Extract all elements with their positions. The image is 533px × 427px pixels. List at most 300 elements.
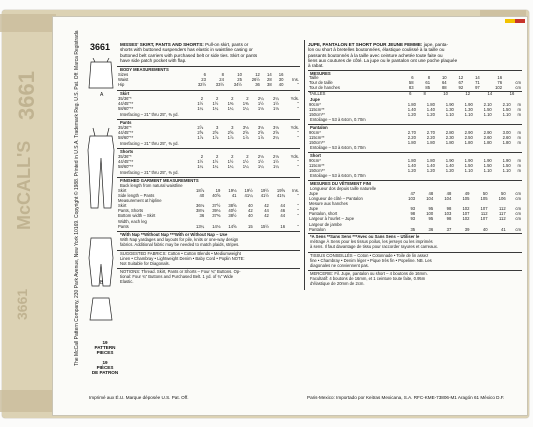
cell-value: 2⅝ (257, 130, 264, 136)
cell-value: 1.40 (426, 163, 435, 169)
cell-value: 106 (498, 196, 506, 202)
cell-value: 1.40 (426, 107, 435, 113)
sens-note: *A Sens **Sans Sens ***Avec ou Sans Sens – Utiliser le métrage À Sens pour les tissus poilus, les jerseys ou les imprimés à sens. Il faut davantage de tissu pour raccorder rayures et carreaux. (310, 234, 439, 250)
cell-value: 41 (500, 226, 506, 232)
pantalon-metrage-table (308, 130, 522, 145)
row-label: 44/45"** (118, 159, 134, 165)
cell-value: 3.00 (502, 130, 511, 135)
skirt-interfacing: Interfacing – 21" thru 25", ⅜ yd. (120, 112, 179, 117)
cell-value: 12 (458, 75, 464, 80)
row-label: Jupe (309, 206, 319, 212)
tailles-row (308, 91, 522, 96)
printed-notice: Imprimé aux É.U. Marque déposée U.S. Pat. Off. (89, 395, 189, 400)
rule (117, 119, 300, 120)
cell-value: 8 (221, 72, 224, 77)
row-label: 90cm* (309, 102, 321, 107)
cell-value: 16 (280, 223, 286, 229)
cell-value: " (297, 101, 299, 107)
cell-value: 3 (215, 125, 219, 130)
shorts-heading: Shorts (120, 149, 134, 154)
pattern-number: 3661 (90, 42, 111, 52)
cell-value: 93 (410, 216, 416, 222)
cell-value: 1.80 (445, 140, 454, 146)
short-heading: Short (310, 153, 321, 158)
cell-value: 46 (280, 208, 286, 214)
cell-value: 1¼ (227, 106, 234, 112)
cell-value: 2.10 (502, 102, 511, 107)
cell-value: 41¾ (276, 193, 286, 199)
cell-value: m (517, 107, 521, 113)
cell-value: 1¼ (257, 164, 264, 170)
cell-value: 102 (462, 216, 470, 222)
cell-value: 6 (409, 91, 412, 96)
cell-value: cm (515, 80, 521, 86)
cell-value: 1.80 (407, 140, 416, 146)
cell-value: 61 (425, 80, 431, 86)
cell-value: 2⅝ (227, 130, 234, 136)
cell-value: 58 (408, 80, 414, 86)
cell-value: 1.80 (464, 140, 473, 146)
cell-value: 105 (462, 196, 470, 202)
fini-heading: MESURES DU VÊTEMENT FINI (310, 181, 371, 186)
cell-value: Yds. (290, 125, 299, 130)
row-label: Pantalon, short (309, 211, 338, 217)
cell-value: 2.50 (464, 135, 473, 141)
cell-value: 13¼ (196, 223, 205, 229)
cell-value: 14⅝ (228, 223, 237, 229)
cell-value: 1.10 (502, 168, 511, 174)
cell-value: 24 (219, 77, 224, 83)
cell-value: m (517, 112, 521, 118)
cell-value: 41 (231, 193, 237, 199)
cell-value: 1.30 (445, 107, 454, 113)
cell-value: 104 (444, 196, 452, 202)
cell-value: 36 (199, 213, 205, 219)
cell-value: 8 (423, 91, 426, 96)
cell-value: cm (515, 211, 521, 217)
cell-value: 1.50 (502, 107, 511, 113)
cell-value: 19½ (244, 188, 253, 193)
row-label: Measurement at hipline (118, 198, 162, 204)
cell-value: 37 (446, 226, 452, 232)
cell-value: 40 (278, 82, 284, 88)
cell-value: 2.90 (464, 130, 473, 135)
cell-value: 105 (480, 196, 488, 202)
cell-value: 64 (441, 80, 447, 86)
row-label: Skirt (118, 203, 127, 209)
cell-value: 2.20 (407, 135, 416, 141)
cell-value: 1.80 (426, 102, 435, 107)
cell-value: 16 (509, 91, 515, 96)
back-length-label: Back length from natural waistline (120, 183, 183, 188)
cell-value: 18⅞ (196, 188, 205, 193)
cell-value: 2⅛ (257, 154, 264, 159)
cell-value: 15½ (260, 223, 269, 229)
cell-value: 48 (446, 191, 452, 196)
cell-value: Ins. (292, 77, 299, 83)
nap-note: *With Nap **Without Nap ***With or Without Nap – Use With Nap yardages and layouts for pile, knits or one-way design fabrics. Additional fabric may be needed to match plaids, stripes. (120, 232, 240, 248)
cell-value: 1.20 (426, 112, 435, 118)
rule (117, 90, 300, 91)
cell-value: " (297, 213, 299, 219)
pattern-pieces-en: 19 PATTERN PIECES (94, 340, 116, 355)
cell-value: 1.50 (483, 163, 492, 169)
row-label: 150cm** (309, 112, 325, 118)
suggested-fabrics: SUGGESTED FABRICS: Cotton • Cotton Blends • Mediumweight Linen • Chambray • Lightweight Denim • Baby Cord • Poplin NOTE: Not Suitable for Diagonals. (120, 251, 245, 267)
cell-value: 44 (264, 208, 269, 214)
cell-value: m (517, 102, 521, 107)
row-label: Hip (118, 82, 125, 88)
cell-value: 40 (482, 226, 488, 232)
right-header: JUPE, PANTALON ET SHORT POUR JEUNE FEMME: jupe, panta- lon ou short à bretelles boutonnées, élastique coulissé à la taille ou passants boutonnés à la taille avec ceinture achetée toute faite ou liens aux coutures de côté. La jupe ou le pantalon ont une poche plaquée à rabat. (308, 42, 458, 69)
cell-value: 1.80 (483, 140, 492, 146)
row-label: 58/60"** (118, 135, 134, 141)
cell-value: 40½ (228, 208, 237, 214)
cell-value: 1.50 (502, 163, 511, 169)
cell-value: 2⅛ (273, 154, 279, 159)
cell-value: 19½ (260, 188, 269, 193)
cell-value: 34½ (233, 82, 242, 88)
cell-value: 1.20 (407, 168, 416, 174)
cell-value: 2.60 (502, 135, 511, 141)
cell-value: 1½ (242, 159, 249, 165)
cell-value: 36 (255, 82, 260, 88)
cell-value: 2⅝ (242, 130, 249, 136)
cell-value: 104 (426, 196, 434, 202)
pattern-pieces-fr: 19 PIÈCES DE PATRON (91, 360, 119, 375)
cell-value: m (517, 168, 521, 174)
cell-value: 1⅜ (242, 101, 249, 107)
cell-value: 6 (203, 72, 206, 77)
cell-value: 1⅛ (273, 106, 279, 112)
cell-value: 2 (246, 154, 249, 159)
cell-value: 30 (278, 77, 284, 83)
mesures-heading: MESURES (310, 71, 331, 76)
table-row (117, 164, 300, 169)
cell-value: 1⅞ (212, 135, 219, 141)
cell-value: 42 (264, 213, 269, 219)
tissus-conseilles: TISSUS CONSEILLÉS – Coton • Cotonnade • Toile de lin assez fine • Chambray • Denim léger • Pique très fin • Popeline. NB. Les diagonales ne conviennent pas. (310, 253, 432, 269)
cell-value: 2.70 (407, 130, 416, 135)
cell-value: 2 (215, 96, 219, 101)
pantalon-heading: Pantalon (310, 125, 328, 130)
table-row (308, 227, 522, 232)
short-entoilage: Entoilage – 53 à 64cm, 0.70m (310, 173, 366, 178)
row-label: Width, each leg (118, 218, 147, 224)
cell-value: 98 (410, 211, 416, 217)
cell-value: 1.40 (445, 163, 454, 169)
cell-value: 50 (500, 191, 506, 196)
cell-value: 67 (458, 80, 464, 86)
cell-value: 50 (482, 191, 488, 196)
cell-value: 1¼ (227, 164, 234, 170)
cell-value: 1.90 (445, 102, 454, 107)
cell-value: 10 (237, 72, 242, 77)
cell-value: 49 (464, 191, 470, 196)
row-label: Largeur de jambe (309, 221, 342, 227)
cell-value: 3⅛ (273, 125, 279, 130)
cell-value: 10 (443, 91, 448, 96)
cell-value: 1.10 (445, 112, 454, 118)
cell-value: 95 (428, 216, 434, 222)
cell-value: 38 (267, 82, 272, 88)
left-header: MISSES' SKIRT, PANTS AND SHORTS: Pull-on skirt, pants or shorts with buttoned suspenders has elastic in waistline casing or buttoned belt carriers with purchased belt or side ties. Skirt or pants have side patch pocket with flap. (120, 42, 258, 63)
cell-value: 1.90 (483, 158, 492, 163)
cell-value: Ins. (292, 188, 299, 193)
cell-value: 93 (410, 206, 416, 212)
cell-value: 1½ (273, 101, 279, 107)
cell-value: 92 (458, 85, 464, 91)
cell-value: 1½ (212, 159, 219, 165)
row-label: 150cm** (309, 168, 325, 174)
cell-value: 1⅞ (227, 135, 234, 141)
shorts-yardage-table (117, 154, 300, 169)
cell-value: 98 (446, 216, 452, 222)
cell-value: 40 (199, 193, 205, 199)
row-label: 58/60"** (118, 164, 134, 170)
table-row (117, 106, 300, 111)
pantalon-entoilage: Entoilage – 53 à 64cm, 0.70m (310, 145, 366, 150)
cell-value: 1.20 (407, 112, 416, 118)
row-label: 115cm** (309, 107, 325, 113)
cell-value: 2.90 (483, 130, 492, 135)
cell-value: 1.80 (426, 140, 435, 146)
row-label: Tour de hanches (309, 85, 340, 91)
cell-value: 42 (264, 203, 269, 209)
short-metrage-table (308, 158, 522, 173)
rule (308, 124, 522, 125)
cell-value: 2⅝ (212, 130, 219, 136)
cell-value: 25 (237, 77, 242, 83)
cell-value: 2¼ (273, 96, 279, 101)
table-row (308, 85, 522, 90)
row-label: 44/45"** (118, 101, 134, 107)
rule (308, 152, 522, 153)
cell-value: 37½ (212, 203, 221, 209)
cell-value: 1.90 (464, 102, 473, 107)
cell-value: 1½ (212, 101, 219, 107)
cell-value: 1⅜ (227, 101, 234, 107)
row-label: Sizes (118, 72, 129, 77)
cell-value: 37⅜ (212, 213, 221, 219)
left-sizes-table (117, 72, 300, 87)
row-label: Jupe (309, 191, 319, 196)
cell-value: 35 (410, 226, 416, 232)
cell-value: 38⅝ (228, 203, 237, 209)
figure-label-b: B (100, 280, 104, 286)
tape-bottom-left (0, 390, 56, 412)
cell-value: Yds. (290, 154, 299, 159)
cell-value: 1¼ (212, 106, 219, 112)
cell-value: " (297, 106, 299, 112)
rule (117, 148, 300, 149)
cell-value: 103 (444, 211, 452, 217)
row-label: Bottom width – Skirt (118, 213, 156, 219)
jupe-entoilage: Entoilage – 53 à 64cm, 0.70m (310, 117, 366, 122)
cell-value: 39⅛ (212, 208, 221, 214)
cell-value: 40 (248, 203, 253, 209)
cell-value: 23 (201, 77, 206, 83)
cell-value: 2¼ (273, 135, 279, 141)
cell-value: 2 (200, 96, 204, 101)
cell-value: 1.40 (407, 163, 416, 169)
cell-value: 1.50 (483, 107, 492, 113)
cell-value: 102 (495, 85, 503, 91)
skirt-yardage-table (117, 96, 300, 111)
cell-value: 3⅛ (242, 125, 249, 130)
cell-value: 38⅛ (196, 208, 205, 214)
cell-value: 6 (411, 75, 414, 80)
cell-value: 1.40 (407, 107, 416, 113)
cell-value: 1.90 (464, 158, 473, 163)
cell-value: 1¼ (212, 164, 219, 170)
cell-value: " (297, 130, 299, 136)
cell-value: " (297, 193, 299, 199)
cell-value: 1.90 (502, 158, 511, 163)
row-label: Largeur à l'ourlet – Jupe (309, 216, 355, 222)
cell-value: 36⅛ (196, 203, 205, 209)
cell-value: 107 (480, 216, 488, 222)
cell-value: 1.10 (483, 168, 492, 174)
cell-value: 1¼ (197, 164, 204, 170)
cell-value: 112 (498, 206, 506, 212)
cell-value: 1¼ (242, 106, 249, 112)
copyright-line: The McCall Pattern Company, 230 Park Avenue, New York 10169. Copyright © 1988. Printed in U.S.A. Trademark Reg. U.S. Pat. Off. Marca Registrada (74, 30, 80, 366)
cell-value: cm (515, 216, 521, 222)
cell-value: 2 (246, 96, 249, 101)
cell-value: m (517, 135, 521, 141)
cell-value: 2.60 (483, 135, 492, 141)
cell-value: 1.80 (426, 158, 435, 163)
table-row (308, 91, 522, 96)
cell-value: 1¼ (273, 164, 279, 170)
cell-value: 19⅝ (276, 188, 286, 193)
cell-value: 102 (462, 206, 470, 212)
cell-value: 41½ (260, 193, 269, 199)
cell-value: m (517, 140, 521, 146)
cell-value: 117 (498, 211, 506, 217)
cell-value: 1.80 (407, 102, 416, 107)
skirt-heading: Skirt (120, 91, 130, 96)
cell-value: 95 (428, 206, 434, 212)
row-label: Longueur de côté – Pantalon (309, 196, 363, 202)
row-label: Skirt (118, 188, 127, 193)
row-label: Pants (118, 223, 129, 229)
cell-value: " (297, 159, 299, 165)
cell-value: 100 (426, 211, 434, 217)
cell-value: 2¼ (257, 96, 264, 101)
cell-value: 38½ (228, 213, 237, 219)
cell-value: 19 (215, 188, 221, 193)
ghost-print-3: 3661 (14, 288, 30, 320)
garment-illustrations (83, 58, 121, 330)
cell-value: 1⅞ (197, 135, 204, 141)
cell-value: 47 (410, 191, 416, 196)
cell-value: 1.10 (464, 112, 473, 118)
cell-value: 1⅞ (242, 135, 249, 141)
cell-value: 2 (231, 96, 234, 101)
cell-value: 2.30 (445, 135, 454, 141)
row-label: 90cm* (309, 158, 321, 163)
right-sizes-table (308, 75, 522, 90)
cell-value: 8 (427, 75, 431, 80)
cell-value: 14 (487, 91, 493, 96)
notions: NOTIONS: Thread. Skirt, Pants or Shorts – Four ¾" Buttons. Op- tional: Four ¾" Buttons and Purchased Belt. 1 yd. of ¾" Wide Elastic. (120, 269, 241, 285)
cell-value: 1.90 (445, 158, 454, 163)
row-label: 35/36"* (118, 96, 132, 101)
cell-value: 1.50 (464, 163, 473, 169)
cell-value: 76 (497, 80, 503, 86)
cell-value: 1.10 (464, 168, 473, 174)
row-label: 35/36"* (118, 125, 132, 130)
cell-value: 2 (231, 154, 234, 159)
jupe-metrage-table (308, 102, 522, 117)
body-measurements-heading: BODY MEASUREMENTS (120, 67, 169, 72)
cell-value: 10 (441, 75, 447, 80)
cell-value: 88 (441, 85, 447, 91)
right-finished-table (308, 191, 522, 232)
cell-value: 97 (475, 85, 480, 91)
cell-value: 83 (408, 85, 414, 91)
cell-value: 1½ (257, 101, 264, 107)
cell-value: 1.20 (445, 168, 454, 174)
cell-value: 1½ (273, 159, 279, 165)
cell-value: 1.30 (464, 107, 473, 113)
cell-value: 26½ (251, 77, 260, 83)
cell-value: 19⅛ (228, 188, 237, 193)
cell-value: 39 (464, 226, 470, 232)
pants-interfacing: Interfacing – 21" thru 25", ⅜ yd. (120, 141, 179, 146)
finished-heading: FINISHED GARMENT MEASUREMENTS (120, 178, 199, 183)
row-label: Side length – Pants (118, 193, 155, 199)
cell-value: 3 (231, 125, 234, 130)
cell-value: 14⅛ (212, 223, 221, 229)
cell-value: m (517, 130, 521, 135)
cell-value: 1.10 (483, 112, 492, 118)
cell-value: 107 (480, 206, 488, 212)
cell-value: 41¼ (244, 193, 253, 199)
table-row (117, 224, 300, 229)
cell-value: 15 (248, 223, 253, 229)
ghost-print-1: 3661 (14, 71, 39, 120)
cell-value: 1⅞ (257, 135, 264, 141)
cell-value: 1½ (257, 159, 264, 165)
cell-value: 2.70 (426, 130, 435, 135)
column-divider (304, 40, 305, 290)
cell-value: m (517, 158, 521, 163)
cell-value: " (297, 164, 299, 170)
cell-value: cm (515, 85, 521, 91)
cell-value: 3⅛ (257, 125, 264, 130)
stripe-yellow (505, 19, 515, 23)
mercerie: MERCERIE: Fil. Jupe, pantalon ou short – 4 boutons de 16mm. Facultatif: 4 boutons de 16mm, et 1 ceinture toute faite, 0.95m d'élastique de 20mm de 2cm. (310, 271, 428, 287)
pants-heading: Pants (120, 120, 132, 125)
cell-value: 1½ (197, 101, 204, 107)
row-label: 35/36"* (118, 154, 132, 159)
cell-value: 2.10 (483, 102, 492, 107)
cell-value: 36 (428, 226, 434, 232)
cell-value: 1⅛ (257, 106, 264, 112)
cell-value: 112 (480, 211, 488, 217)
row-label: 115cm** (309, 135, 325, 141)
shorts-interfacing: Interfacing – 21" thru 25", ⅜ yd. (120, 170, 179, 175)
cell-value: 48 (428, 191, 434, 196)
cell-value: 85 (425, 85, 431, 91)
cell-value: 44 (280, 203, 286, 209)
cell-value: 2.20 (426, 135, 435, 141)
cell-value: 103 (408, 196, 416, 202)
tape-top-left (0, 14, 56, 32)
